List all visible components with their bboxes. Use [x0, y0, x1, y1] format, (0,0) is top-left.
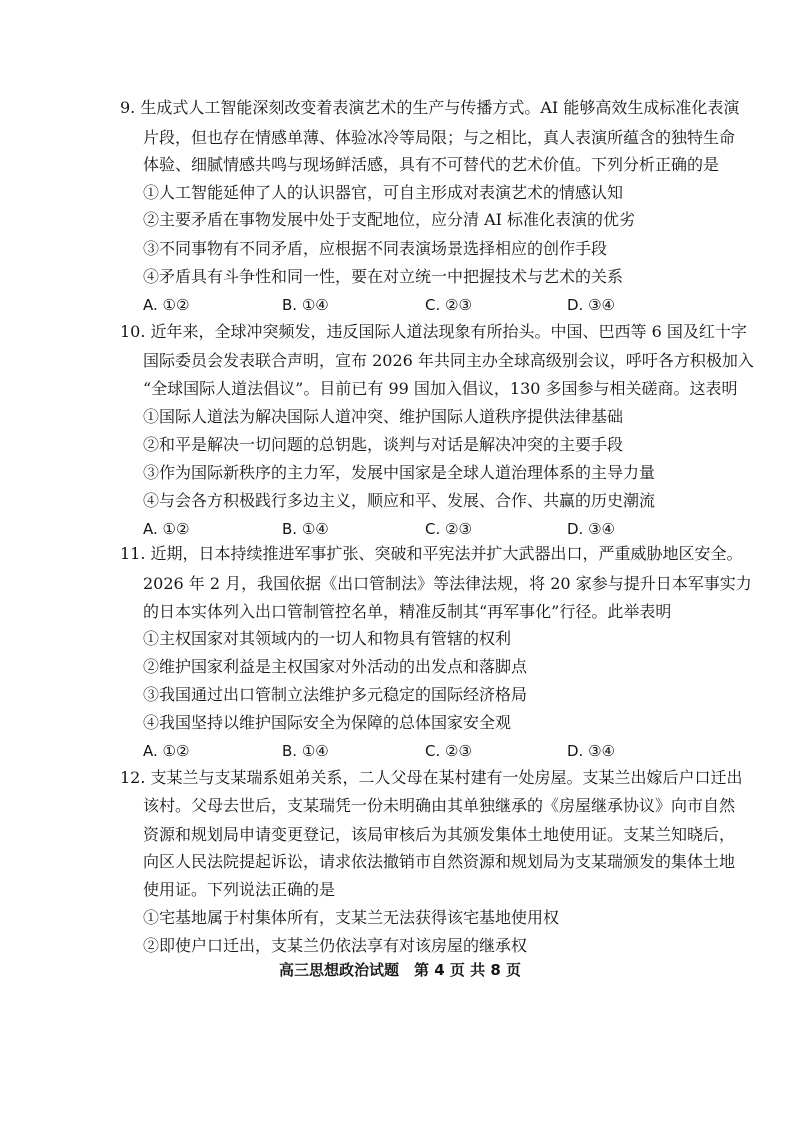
question-stem-line: 国际委员会发表联合声明，宣布 2026 年共同主办全球高级别会议，呼吁各方积极加入: [143, 351, 754, 370]
statement-2: ②维护国家利益是主权国家对外活动的出发点和落脚点: [143, 657, 528, 676]
statement-4: ④矛盾具有斗争性和同一性，要在对立统一中把握技术与艺术的关系: [143, 267, 624, 286]
question-stem-line: 9. 生成式人工智能深刻改变着表演艺术的生产与传播方式。AI 能够高效生成标准化表演: [120, 98, 740, 117]
question-stem-line: 该村。父母去世后，支某瑞凭一份未明确由其单独继承的《房屋继承协议》向市自然: [143, 796, 736, 815]
statement-3: ③不同事物有不同矛盾，应根据不同表演场景选择相应的创作手段: [143, 239, 608, 258]
question-stem-line: 资源和规划局申请变更登记，该局审核后为其颁发集体土地使用证。支某兰知晓后，: [143, 825, 736, 844]
statement-2: ②即使户口迁出，支某兰仍依法享有对该房屋的继承权: [143, 936, 528, 955]
option-b[interactable]: B. ①④: [282, 520, 329, 538]
question-stem-line: 片段，但也存在情感单薄、体验冰冷等局限；与之相比，真人表演所蕴含的独特生命: [143, 128, 736, 147]
option-c[interactable]: C. ②③: [425, 296, 472, 314]
option-a[interactable]: A. ①②: [143, 520, 190, 538]
option-b[interactable]: B. ①④: [282, 742, 329, 760]
question-stem-line: 10. 近年来，全球冲突频发，违反国际人道法现象有所抬头。中国、巴西等 6 国及红十字: [120, 322, 747, 341]
statement-3: ③我国通过出口管制立法维护多元稳定的国际经济格局: [143, 685, 528, 704]
option-d[interactable]: D. ③④: [567, 742, 615, 760]
statement-1: ①国际人道法为解决国际人道冲突、维护国际人道秩序提供法律基础: [143, 407, 624, 426]
option-c[interactable]: C. ②③: [425, 520, 472, 538]
answer-options: [0, 295, 800, 315]
statement-2: ②主要矛盾在事物发展中处于支配地位，应分清 AI 标准化表演的优劣: [143, 210, 636, 229]
statement-1: ①宅基地属于村集体所有，支某兰无法获得该宅基地使用权: [143, 908, 560, 927]
answer-options: [0, 741, 800, 761]
option-b[interactable]: B. ①④: [282, 296, 329, 314]
statement-2: ②和平是解决一切问题的总钥匙，谈判与对话是解决冲突的主要手段: [143, 435, 624, 454]
question-stem-line: 12. 支某兰与支某瑞系姐弟关系，二人父母在某村建有一处房屋。支某兰出嫁后户口迁出: [120, 768, 743, 787]
question-stem-line: 2026 年 2 月，我国依据《出口管制法》等法律法规，将 20 家参与提升日本军事实力: [143, 574, 752, 593]
question-stem-line: “全球国际人道法倡议”。目前已有 99 国加入倡议，130 多国参与相关磋商。这表明: [143, 379, 738, 398]
question-stem-line: 体验、细腻情感共鸣与现场鲜活感，具有不可替代的艺术价值。下列分析正确的是: [143, 155, 720, 174]
answer-options: [0, 519, 800, 539]
option-d[interactable]: D. ③④: [567, 296, 615, 314]
statement-4: ④我国坚持以维护国际安全为保障的总体国家安全观: [143, 713, 512, 732]
page-footer: 高三思想政治试题 第 4 页 共 8 页: [279, 961, 521, 979]
statement-1: ①主权国家对其领域内的一切人和物具有管辖的权利: [143, 629, 512, 648]
statement-4: ④与会各方积极践行多边主义，顺应和平、发展、合作、共赢的历史潮流: [143, 491, 656, 510]
statement-3: ③作为国际新秩序的主力军，发展中国家是全球人道治理体系的主导力量: [143, 463, 656, 482]
option-d[interactable]: D. ③④: [567, 520, 615, 538]
question-stem-line: 的日本实体列入出口管制管控名单，精准反制其“再军事化”行径。此举表明: [143, 602, 672, 621]
question-stem-line: 使用证。下列说法正确的是: [143, 880, 336, 899]
option-a[interactable]: A. ①②: [143, 742, 190, 760]
statement-1: ①人工智能延伸了人的认识器官，可自主形成对表演艺术的情感认知: [143, 183, 624, 202]
question-stem-line: 向区人民法院提起诉讼，请求依法撤销市自然资源和规划局为支某瑞颁发的集体土地: [143, 852, 736, 871]
option-c[interactable]: C. ②③: [425, 742, 472, 760]
option-a[interactable]: A. ①②: [143, 296, 190, 314]
question-stem-line: 11. 近期，日本持续推进军事扩张、突破和平宪法并扩大武器出口，严重威胁地区安全。: [120, 544, 743, 563]
